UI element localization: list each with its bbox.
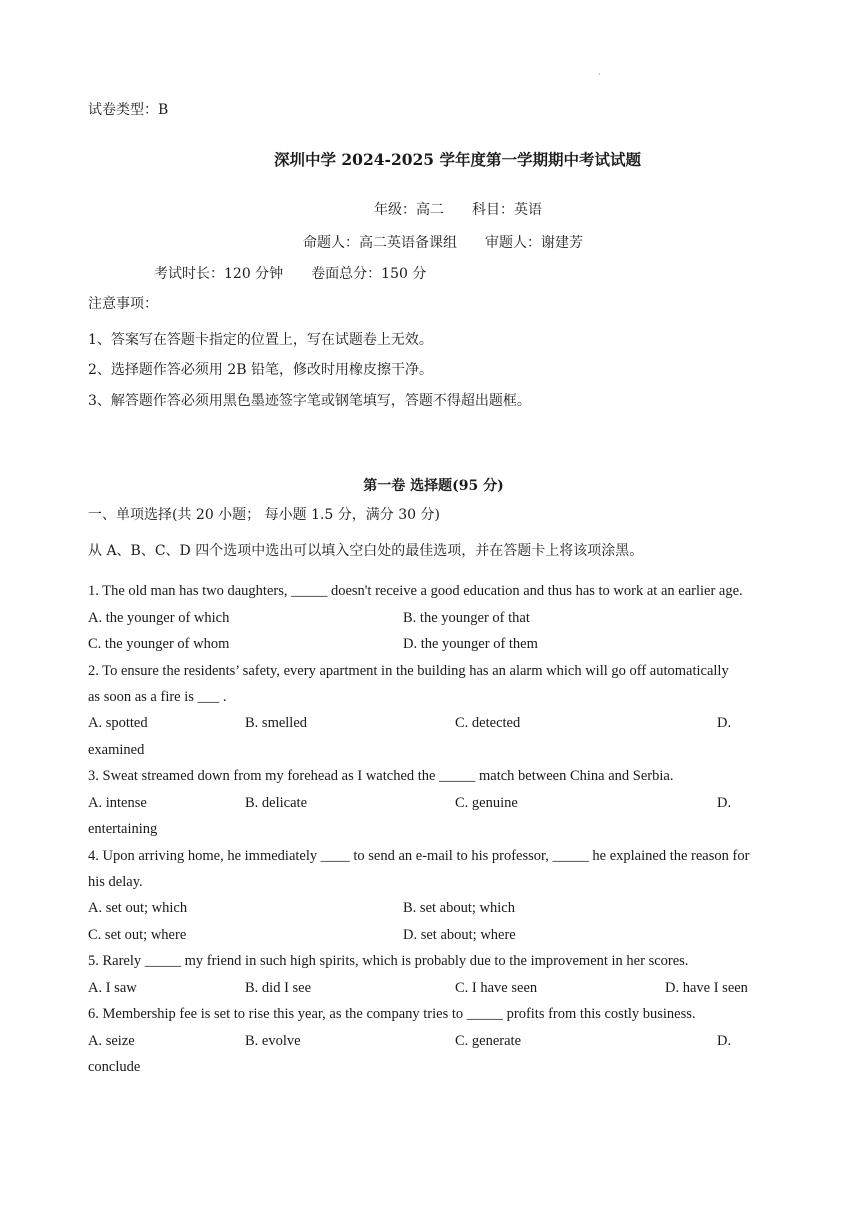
question-stem-cont: as soon as a fire is ___ .: [88, 689, 227, 705]
option-b: B. delicate: [245, 795, 308, 811]
option-b: B. evolve: [245, 1033, 301, 1049]
option-d: D.: [717, 1033, 732, 1049]
option-d-text: examined: [88, 742, 145, 758]
question-stem-cont: his delay.: [88, 874, 143, 890]
option-a: A. the younger of which: [88, 610, 230, 626]
note-item: 3、解答题作答必须用黑色墨迹签字笔或钢笔填写，答题不得超出题框。: [88, 393, 531, 409]
section-heading: 一、单项选择(共 20 小题； 每小题 1.5 分，满分 30 分): [88, 507, 440, 523]
option-b: B. did I see: [245, 980, 312, 996]
option-a: A. intense: [88, 795, 147, 811]
question-stem: 1. The old man has two daughters, _____ doesn't receive a good education and thus has to work at an earlier age.: [88, 583, 743, 599]
option-c: C. generate: [455, 1033, 522, 1049]
question-stem: 5. Rarely _____ my friend in such high spirits, which is probably due to the improvement in her scores.: [88, 953, 689, 969]
option-c: C. I have seen: [455, 980, 538, 996]
option-c: C. detected: [455, 715, 521, 731]
option-a: A. spotted: [88, 715, 148, 731]
notes-heading: 注意事项：: [88, 296, 158, 312]
option-d-text: conclude: [88, 1059, 141, 1075]
authors: 命题人：高二英语备课组 审题人：谢建芳: [303, 235, 583, 251]
option-a: A. I saw: [88, 980, 137, 996]
option-c: C. set out; where: [88, 927, 187, 943]
note-item: 2、选择题作答必须用 2B 铅笔，修改时用橡皮擦干净。: [88, 362, 434, 378]
paper-type: 试卷类型：B: [88, 102, 169, 118]
option-d: D.: [717, 715, 732, 731]
option-b: B. the younger of that: [403, 610, 530, 626]
question-stem: 4. Upon arriving home, he immediately ____ to send an e-mail to his professor, _____ he explained the reason for: [88, 848, 750, 864]
option-b: B. smelled: [245, 715, 308, 731]
option-d: D. set about; where: [403, 927, 516, 943]
option-a: A. set out; which: [88, 900, 188, 916]
page-title: 深圳中学 2024-2025 学年度第一学期期中考试试题: [273, 150, 641, 169]
scan-speck: ·: [598, 70, 601, 79]
part-heading: 第一卷 选择题(95 分): [363, 478, 504, 494]
option-d: D. the younger of them: [403, 636, 538, 652]
option-c: C. genuine: [455, 795, 518, 811]
section-instruction: 从 A、B、C、D 四个选项中选出可以填入空白处的最佳选项，并在答题卡上将该项涂黑。: [88, 543, 644, 559]
question-stem: 6. Membership fee is set to rise this year, as the company tries to _____ profits from this costly business.: [88, 1006, 696, 1022]
note-item: 1、答案写在答题卡指定的位置上，写在试题卷上无效。: [88, 332, 433, 348]
option-d: D.: [717, 795, 732, 811]
option-a: A. seize: [88, 1033, 135, 1049]
grade-subject: 年级：高二 科目：英语: [374, 202, 542, 218]
option-d: D. have I seen: [665, 980, 748, 996]
option-d-text: entertaining: [88, 821, 158, 837]
question-stem: 2. To ensure the residents’ safety, every apartment in the building has an alarm which will go off automatically: [88, 663, 729, 679]
option-c: C. the younger of whom: [88, 636, 230, 652]
time-score: 考试时长：120 分钟 卷面总分：150 分: [154, 266, 427, 282]
option-b: B. set about; which: [403, 900, 515, 916]
question-stem: 3. Sweat streamed down from my forehead as I watched the _____ match between China and Serbia.: [88, 768, 674, 784]
